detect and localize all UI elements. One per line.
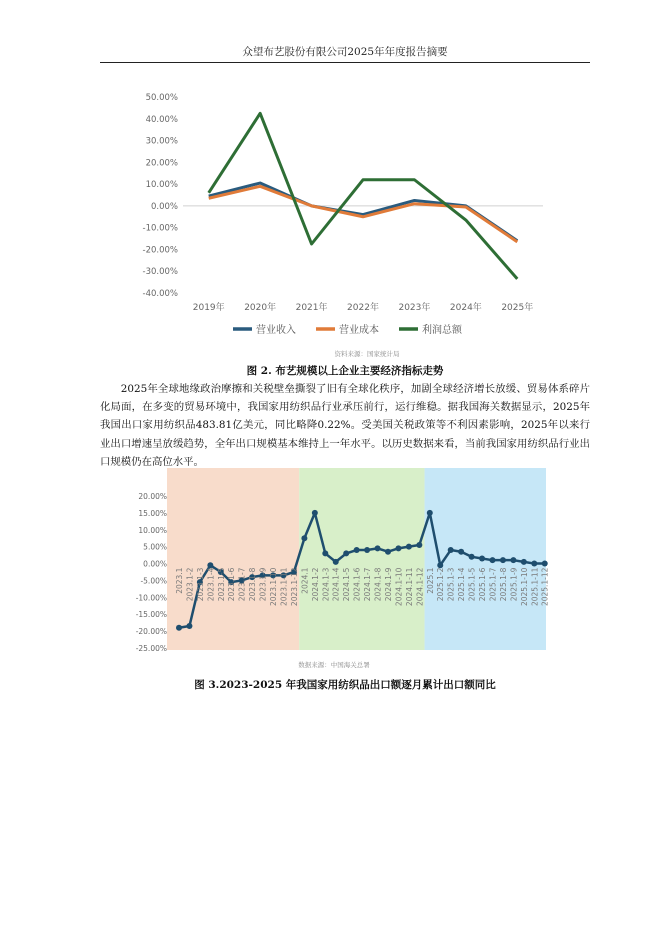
x-tick-label: 2022年: [347, 303, 379, 313]
data-point: [207, 562, 213, 568]
x-tick-label: 2024.1-5: [342, 567, 352, 602]
data-point: [406, 544, 412, 550]
x-tick-label: 2023.1-4: [206, 567, 216, 602]
x-tick-label: 2024.1-12: [415, 567, 425, 607]
data-point: [416, 542, 422, 548]
data-point: [521, 559, 527, 565]
x-tick-label: 2024.1-6: [352, 567, 362, 602]
x-tick-label: 2025.1-5: [467, 567, 477, 602]
x-tick-label: 2025.1-11: [530, 567, 540, 607]
legend-label: 营业成本: [339, 325, 379, 336]
x-tick-label: 2025.1-6: [478, 567, 488, 602]
data-point: [301, 535, 307, 541]
legend-label: 营业收入: [256, 325, 296, 336]
x-tick-label: 2023.1-10: [269, 567, 279, 607]
data-point: [500, 557, 506, 563]
year-background-band: [167, 468, 299, 650]
x-tick-label: 2023.1-6: [227, 567, 237, 602]
paragraph-text: 2025年全球地缘政治摩擦和关税壁垒撕裂了旧有全球化秩序，加剧全球经济增长放缓、贸易体系碎片化局面，在多变的贸易环境中，我国家用纺织品行业承压前行，运行维稳。据我国海关数据显示，2025年我国出口家用纺织品483.81亿美元，同比略降0.22%。受美国关税政策等不利因素影响，2025年以来行业出口增速呈放缓趋势，全年出口规模基本维持上一年水平。以历史数据来看，当前我国家用纺织品行业出口规模仍在高位水平。: [100, 383, 590, 468]
y-tick-label: 30.00%: [145, 136, 178, 147]
y-tick-label: -15.00%: [135, 610, 167, 620]
data-point: [531, 561, 537, 567]
data-point: [479, 555, 485, 561]
x-tick-label: 2024.1-4: [331, 567, 341, 602]
data-point: [385, 549, 391, 555]
x-tick-label: 2025.1-8: [498, 567, 508, 602]
x-tick-label: 2025.1-9: [509, 567, 519, 602]
x-tick-label: 2024.1-11: [404, 567, 414, 607]
export-yoy-line-chart: [134, 468, 552, 672]
y-tick-label: 0.00%: [150, 201, 178, 212]
figure2-source: 资料来源：国家统计局: [334, 350, 400, 358]
x-tick-label: 2024.1-3: [321, 567, 331, 602]
data-point: [395, 545, 401, 551]
data-point: [469, 554, 475, 560]
figure2-caption: 图 2. 布艺规模以上企业主要经济指标走势: [246, 365, 444, 377]
y-tick-label: 10.00%: [145, 180, 178, 191]
data-point: [437, 562, 443, 568]
x-tick-label: 2025.1-10: [519, 567, 529, 607]
y-tick-label: 20.00%: [138, 492, 167, 501]
x-tick-label: 2023.1-12: [289, 567, 299, 607]
year-background-band: [299, 468, 424, 650]
figure3-source: 数据来源：中国海关总署: [298, 661, 370, 669]
y-tick-label: 40.00%: [145, 114, 178, 125]
economic-indicators-line-chart: [138, 84, 550, 360]
body-paragraph: [100, 380, 590, 471]
data-point: [186, 623, 192, 629]
x-tick-label: 2023.1: [175, 567, 184, 594]
data-point: [448, 547, 454, 553]
data-point: [542, 561, 548, 567]
data-point: [333, 559, 339, 565]
y-tick-label: 20.00%: [145, 158, 178, 169]
x-tick-label: 2020年: [244, 303, 277, 313]
x-tick-label: 2025.1-7: [488, 567, 498, 602]
x-tick-label: 2024.1: [300, 567, 310, 594]
y-tick-label: 0.00%: [143, 559, 167, 569]
x-tick-label: 2024.1-2: [310, 567, 320, 602]
y-tick-label: -10.00%: [135, 593, 167, 603]
x-tick-label: 2023.1-3: [195, 567, 205, 602]
x-tick-label: 2025.1-3: [446, 567, 456, 602]
data-point: [458, 549, 464, 555]
x-tick-label: 2025.1-12: [540, 567, 550, 607]
x-tick-label: 2024.1-10: [394, 567, 404, 607]
header-rule: [100, 62, 590, 63]
data-point: [176, 625, 182, 631]
legend-label: 利润总额: [422, 325, 462, 336]
x-tick-label: 2025.1: [425, 567, 435, 594]
y-tick-label: -40.00%: [142, 289, 178, 299]
page-header: 众望布艺股份有限公司2025年年度报告摘要: [242, 46, 448, 58]
x-tick-label: 2025年: [501, 303, 534, 313]
data-point: [322, 550, 328, 556]
x-tick-label: 2024.1-8: [373, 567, 383, 602]
x-tick-label: 2023.1-8: [248, 567, 258, 602]
y-tick-label: -25.00%: [135, 644, 167, 653]
x-tick-label: 2024.1-9: [384, 567, 393, 602]
y-tick-label: -20.00%: [142, 245, 178, 256]
y-tick-label: 10.00%: [138, 525, 167, 535]
x-tick-label: 2023年: [398, 303, 431, 313]
data-point: [343, 550, 349, 556]
y-tick-label: 50.00%: [145, 93, 178, 103]
data-point: [490, 557, 496, 563]
x-tick-label: 2023.1-9: [258, 567, 268, 602]
x-tick-label: 2025.1-4: [457, 567, 467, 602]
y-tick-label: 15.00%: [138, 508, 167, 518]
x-tick-label: 2023.1-7: [237, 567, 247, 602]
figure3-caption: 图 3.2023-2025 年我国家用纺织品出口额逐月累计出口额同比: [194, 679, 496, 691]
y-tick-label: 5.00%: [143, 542, 167, 552]
x-tick-label: 2023.1-11: [279, 567, 289, 607]
x-tick-label: 2023.1-5: [216, 567, 226, 602]
data-point: [427, 510, 433, 516]
y-tick-label: -10.00%: [142, 223, 178, 234]
y-tick-label: -30.00%: [142, 267, 178, 278]
x-tick-label: 2019年: [192, 303, 225, 313]
data-point: [510, 557, 516, 563]
x-tick-label: 2024年: [449, 303, 482, 313]
x-tick-label: 2024.1-7: [363, 567, 373, 602]
y-tick-label: -20.00%: [135, 627, 167, 637]
data-point: [312, 510, 318, 516]
y-tick-label: -5.00%: [140, 576, 167, 586]
x-tick-label: 2021年: [295, 303, 328, 313]
x-tick-label: 2025.1-2: [436, 567, 446, 602]
data-point: [375, 545, 381, 551]
data-point: [354, 547, 360, 553]
data-point: [364, 547, 370, 553]
x-tick-label: 2023.1-2: [185, 567, 195, 602]
